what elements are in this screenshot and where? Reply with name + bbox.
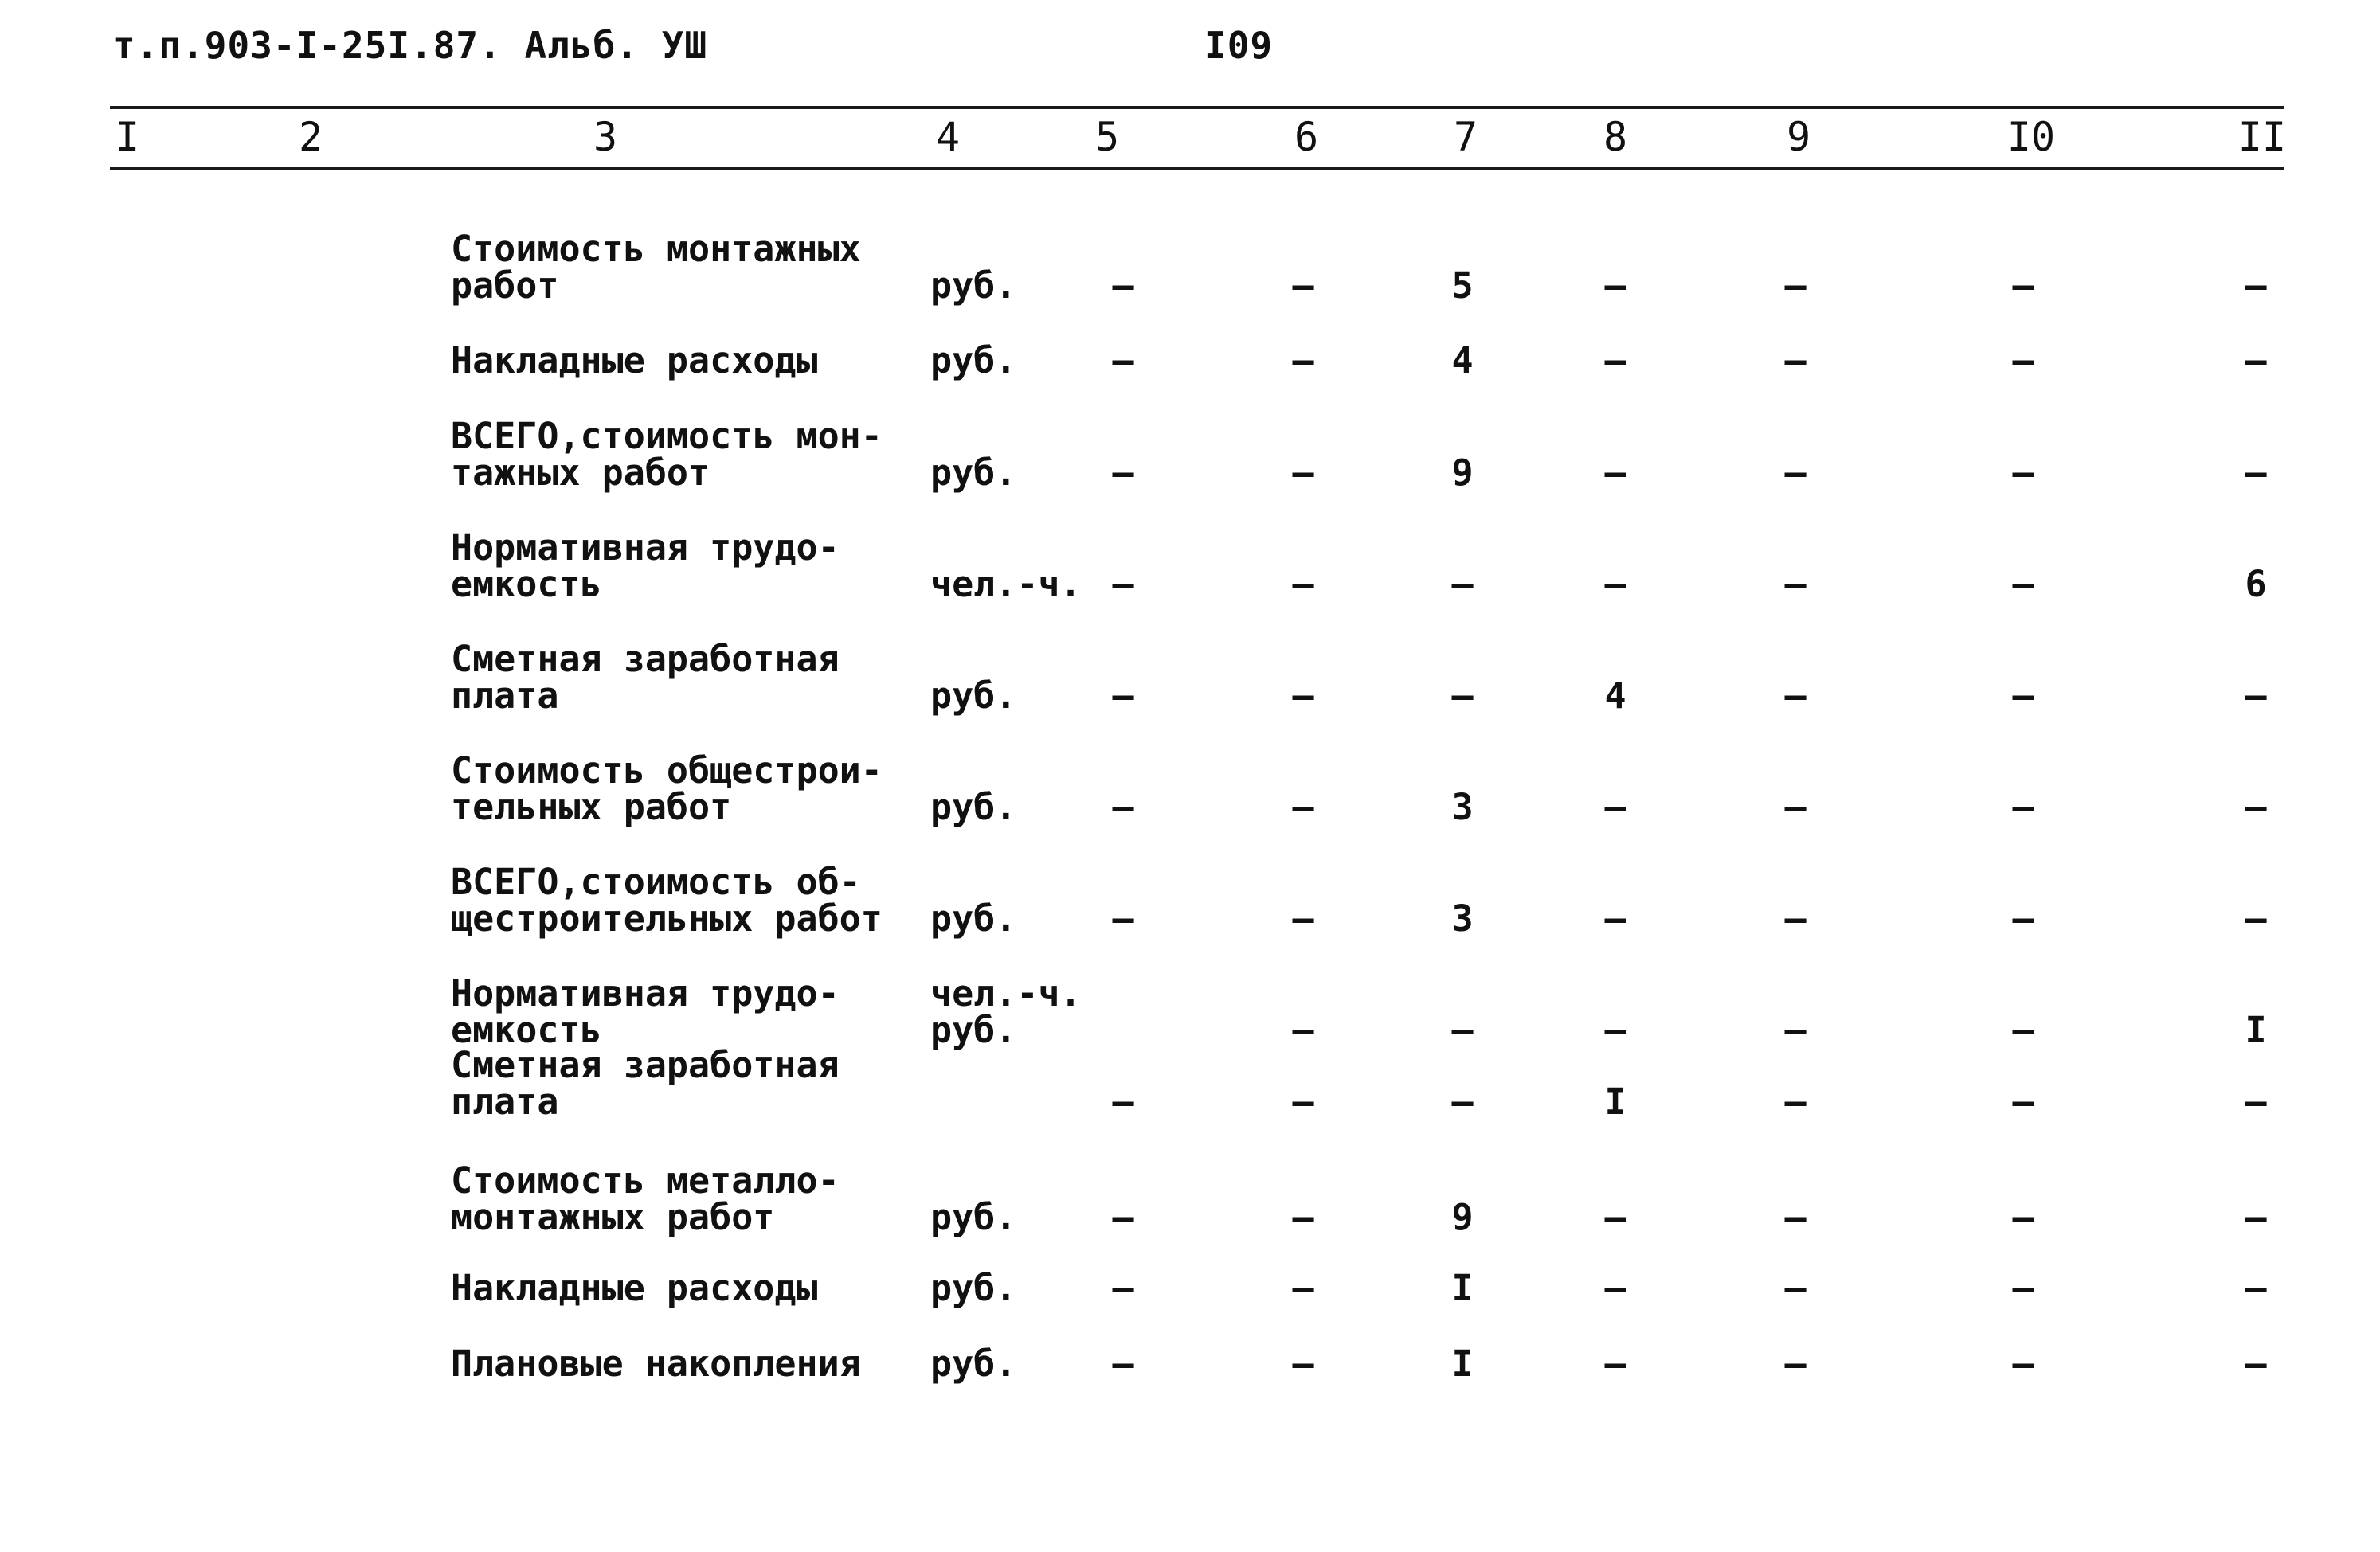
row-value-c10: –	[2012, 897, 2034, 940]
row-value-c6: –	[1292, 452, 1314, 494]
row-name: Плановые накопления	[451, 1343, 861, 1385]
row-value-c7: –	[1451, 1009, 1474, 1051]
column-header-5: 5	[1094, 114, 1120, 160]
row-value-c11: –	[2245, 786, 2267, 828]
row-value-c8: –	[1604, 264, 1626, 307]
column-header-9: 9	[1786, 114, 1811, 160]
row-value-c6: –	[1292, 563, 1314, 605]
row-value-c10: –	[2012, 786, 2034, 828]
row-name: Сметная заработная плата	[451, 1044, 840, 1123]
row-value-c7: 9	[1451, 452, 1474, 494]
row-value-c6: –	[1292, 674, 1314, 717]
row-name: Накладные расходы	[451, 339, 818, 381]
row-unit: руб.	[930, 452, 1017, 494]
row-value-c6: –	[1292, 1009, 1314, 1051]
row-value-c11: –	[2245, 1343, 2267, 1385]
row-value-c11: –	[2245, 1081, 2267, 1123]
column-header-3: 3	[593, 114, 618, 160]
row-value-c9: –	[1784, 1009, 1807, 1051]
row-value-c7: I	[1451, 1267, 1474, 1309]
row-name: Стоимость металло- монтажных работ	[451, 1159, 840, 1238]
row-value-c8: –	[1604, 1343, 1626, 1385]
row-value-c9: –	[1784, 563, 1807, 605]
column-header-10: I0	[2006, 114, 2056, 160]
row-value-c10: –	[2012, 1009, 2034, 1051]
row-value-c8: 4	[1604, 674, 1626, 717]
row-unit: руб.	[930, 1196, 1017, 1238]
row-value-c6: –	[1292, 897, 1314, 940]
row-value-c7: 5	[1451, 264, 1474, 307]
row-value-c10: –	[2012, 339, 2034, 381]
row-value-c11: 6	[2245, 563, 2267, 605]
row-value-c5: –	[1112, 1196, 1134, 1238]
row-value-c6: –	[1292, 786, 1314, 828]
table-top-rule	[110, 106, 2284, 109]
table-header-rule	[110, 167, 2284, 170]
row-value-c9: –	[1784, 1081, 1807, 1123]
row-value-c10: –	[2012, 563, 2034, 605]
row-value-c10: –	[2012, 1081, 2034, 1123]
row-value-c8: –	[1604, 1196, 1626, 1238]
row-value-c10: –	[2012, 452, 2034, 494]
row-unit: руб.	[930, 1267, 1017, 1309]
document-code: т.п.903-I-25I.87. Альб. УШ	[113, 24, 708, 67]
row-value-c6: –	[1292, 1343, 1314, 1385]
row-value-c5: –	[1112, 339, 1134, 381]
row-value-c8: –	[1604, 1267, 1626, 1309]
row-value-c11: –	[2245, 1267, 2267, 1309]
row-name: Нормативная трудо- емкость	[451, 526, 840, 605]
row-value-c7: 3	[1451, 897, 1474, 940]
row-name: Стоимость монтажных работ	[451, 228, 861, 307]
column-header-4: 4	[935, 114, 961, 160]
row-value-c11: I	[2245, 1009, 2267, 1051]
row-value-c6: –	[1292, 1081, 1314, 1123]
row-unit: чел.-ч.	[930, 563, 1082, 605]
row-value-c9: –	[1784, 786, 1807, 828]
row-value-c11: –	[2245, 452, 2267, 494]
row-name: Стоимость общестрои- тельных работ	[451, 749, 883, 828]
row-value-c8: –	[1604, 897, 1626, 940]
row-value-c9: –	[1784, 1196, 1807, 1238]
row-value-c7: I	[1451, 1343, 1474, 1385]
row-value-c7: 9	[1451, 1196, 1474, 1238]
row-value-c7: 3	[1451, 786, 1474, 828]
row-value-c7: –	[1451, 674, 1474, 717]
row-name: ВСЕГО,стоимость мон- тажных работ	[451, 415, 883, 494]
row-name: Сметная заработная плата	[451, 638, 840, 717]
row-value-c8: –	[1604, 339, 1626, 381]
row-value-c9: –	[1784, 452, 1807, 494]
row-value-c10: –	[2012, 1267, 2034, 1309]
row-value-c8: –	[1604, 1009, 1626, 1051]
column-header-6: 6	[1294, 114, 1319, 160]
row-value-c9: –	[1784, 264, 1807, 307]
row-value-c5: –	[1112, 1267, 1134, 1309]
row-value-c9: –	[1784, 674, 1807, 717]
row-value-c8: –	[1604, 563, 1626, 605]
row-unit: руб.	[930, 786, 1017, 828]
row-value-c6: –	[1292, 264, 1314, 307]
row-unit: руб.	[930, 264, 1017, 307]
row-value-c10: –	[2012, 1196, 2034, 1238]
row-value-c6: –	[1292, 1267, 1314, 1309]
row-value-c10: –	[2012, 1343, 2034, 1385]
row-value-c5: –	[1112, 1081, 1134, 1123]
row-value-c8: –	[1604, 786, 1626, 828]
row-name: Накладные расходы	[451, 1267, 818, 1309]
row-value-c11: –	[2245, 897, 2267, 940]
row-value-c9: –	[1784, 897, 1807, 940]
row-value-c5: –	[1112, 674, 1134, 717]
row-value-c5: –	[1112, 452, 1134, 494]
row-value-c7: –	[1451, 563, 1474, 605]
page-number: I09	[1204, 24, 1274, 67]
column-header-1: I	[115, 114, 140, 160]
row-value-c11: –	[2245, 339, 2267, 381]
row-value-c6: –	[1292, 339, 1314, 381]
row-value-c5: –	[1112, 264, 1134, 307]
row-name: ВСЕГО,стоимость об- щестроительных работ	[451, 861, 883, 940]
row-value-c6: –	[1292, 1196, 1314, 1238]
row-value-c9: –	[1784, 1267, 1807, 1309]
row-unit: руб.	[930, 674, 1017, 717]
row-name: Нормативная трудо- емкость	[451, 972, 840, 1051]
row-value-c5: –	[1112, 897, 1134, 940]
row-value-c8: –	[1604, 452, 1626, 494]
row-value-c10: –	[2012, 264, 2034, 307]
row-value-c5: –	[1112, 1343, 1134, 1385]
row-unit: руб.	[930, 897, 1017, 940]
row-value-c11: –	[2245, 1196, 2267, 1238]
row-value-c9: –	[1784, 1343, 1807, 1385]
row-value-c9: –	[1784, 339, 1807, 381]
row-value-c7: 4	[1451, 339, 1474, 381]
row-value-c7: –	[1451, 1081, 1474, 1123]
row-unit: руб.	[930, 339, 1017, 381]
column-header-2: 2	[298, 114, 323, 160]
row-value-c5: –	[1112, 563, 1134, 605]
row-value-c10: –	[2012, 674, 2034, 717]
row-value-c11: –	[2245, 264, 2267, 307]
row-value-c8: I	[1604, 1081, 1626, 1123]
column-header-8: 8	[1603, 114, 1628, 160]
row-unit: чел.-ч. руб.	[930, 972, 1082, 1051]
row-value-c11: –	[2245, 674, 2267, 717]
column-header-7: 7	[1453, 114, 1478, 160]
column-header-11: II	[2237, 114, 2287, 160]
row-value-c5: –	[1112, 786, 1134, 828]
row-unit: руб.	[930, 1343, 1017, 1385]
